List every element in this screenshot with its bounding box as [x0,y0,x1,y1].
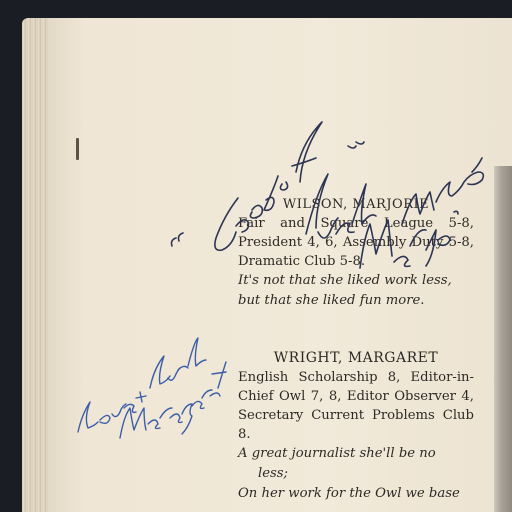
quote-line: less; [258,466,289,481]
student-activities: Fair and Square League 5-8, President 4, 6, Assembly Duty 5-8, Dramatic Club 5-8. [238,216,474,269]
student-name: WILSON, MARJORIE [282,197,430,212]
student-activities: English Scholarship 8, Editor-in-Chief Owl 7, 8, Editor Observer 4, Secretary Current Problems Club 8. [238,370,474,442]
quote-line: but that she liked fun more. [238,293,425,308]
quote-line: On her work for the Owl we base [238,486,460,501]
student-name: WRIGHT, MARGARET [273,350,439,366]
quote-line: A great journalist she'll be no [238,446,436,461]
quote-line: It's not that she liked work less, [238,273,452,288]
